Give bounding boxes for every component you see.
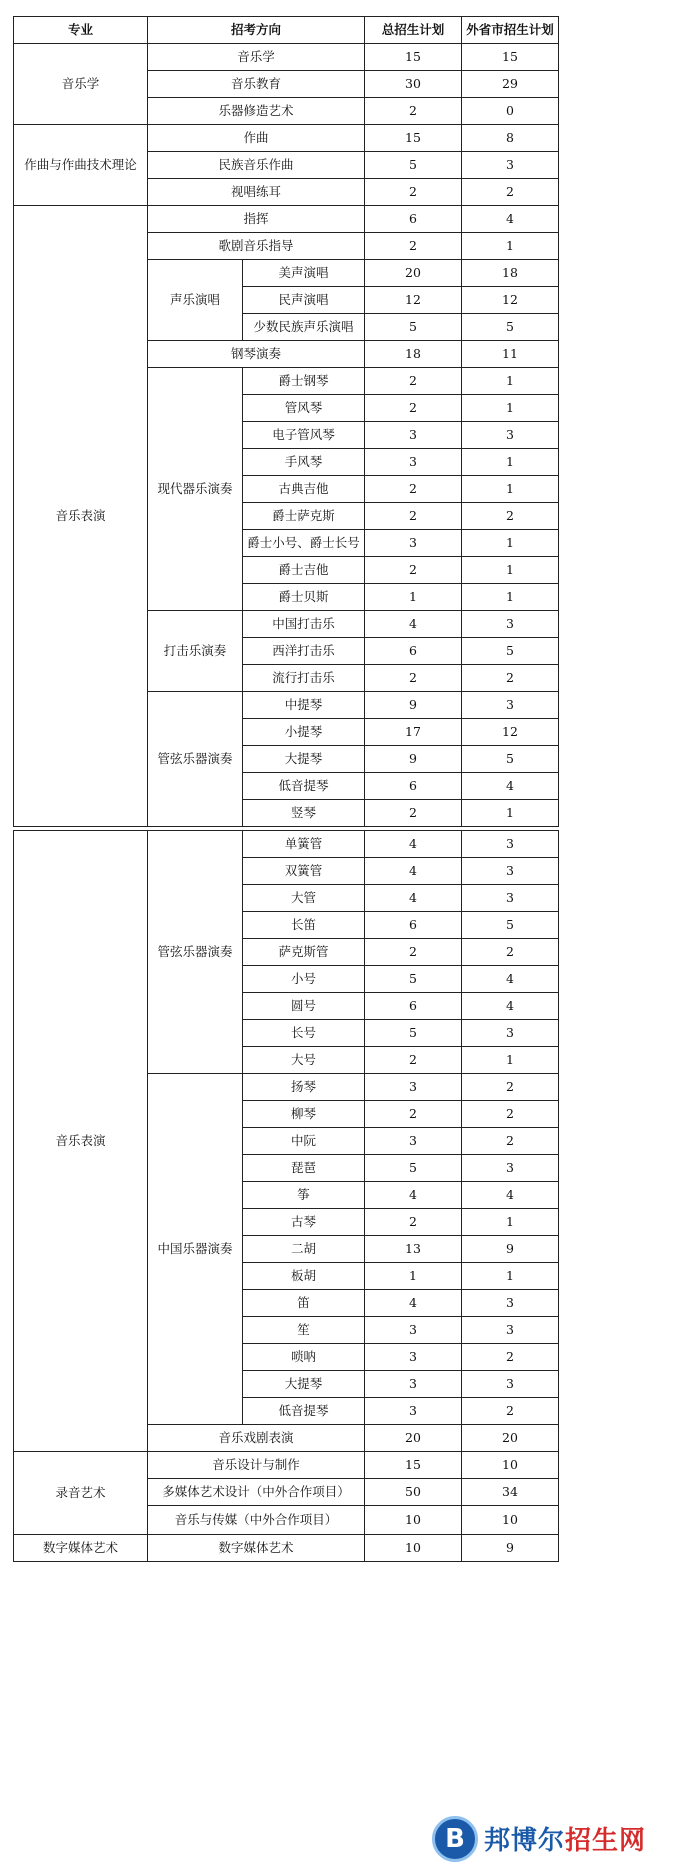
total-plan-cell: 10: [365, 1506, 462, 1535]
direction-group-cell: 中国乐器演奏: [148, 1074, 243, 1425]
out-of-province-plan-cell: 2: [462, 1101, 559, 1128]
major-cell: 音乐表演: [14, 831, 148, 1452]
table-row: [14, 44, 559, 71]
sub-direction-cell: 竖琴: [243, 800, 365, 827]
out-of-province-plan-cell: 15: [462, 44, 559, 71]
total-plan-cell: 6: [365, 638, 462, 665]
sub-direction-cell: 小号: [243, 966, 365, 993]
sub-direction-cell: 笛: [243, 1290, 365, 1317]
total-plan-cell: 15: [365, 44, 462, 71]
header-major: 专业: [14, 17, 148, 44]
total-plan-cell: 2: [365, 557, 462, 584]
total-plan-cell: 9: [365, 746, 462, 773]
out-of-province-plan-cell: 1: [462, 584, 559, 611]
sub-direction-cell: 大号: [243, 1047, 365, 1074]
out-of-province-plan-cell: 1: [462, 1209, 559, 1236]
sub-direction-cell: 古琴: [243, 1209, 365, 1236]
out-of-province-plan-cell: 1: [462, 233, 559, 260]
direction-cell: 民族音乐作曲: [148, 152, 365, 179]
sub-direction-cell: 柳琴: [243, 1101, 365, 1128]
out-of-province-plan-cell: 3: [462, 1290, 559, 1317]
watermark-text: [484, 1820, 646, 1857]
direction-group-cell: 管弦乐器演奏: [148, 831, 243, 1074]
out-of-province-plan-cell: 4: [462, 206, 559, 233]
total-plan-cell: 4: [365, 611, 462, 638]
sub-direction-cell: 中提琴: [243, 692, 365, 719]
out-of-province-plan-cell: 1: [462, 1047, 559, 1074]
out-of-province-plan-cell: 4: [462, 993, 559, 1020]
out-of-province-plan-cell: 2: [462, 1398, 559, 1425]
sub-direction-cell: 唢呐: [243, 1344, 365, 1371]
sub-direction-cell: 爵士小号、爵士长号: [243, 530, 365, 557]
out-of-province-plan-cell: 12: [462, 719, 559, 746]
direction-cell: 音乐教育: [148, 71, 365, 98]
total-plan-cell: 3: [365, 1344, 462, 1371]
out-of-province-plan-cell: 5: [462, 912, 559, 939]
sub-direction-cell: 中国打击乐: [243, 611, 365, 638]
direction-cell: 多媒体艺术设计（中外合作项目）: [148, 1479, 365, 1506]
sub-direction-cell: 美声演唱: [243, 260, 365, 287]
sub-direction-cell: 长笛: [243, 912, 365, 939]
sub-direction-cell: 手风琴: [243, 449, 365, 476]
sub-direction-cell: 民声演唱: [243, 287, 365, 314]
out-of-province-plan-cell: 3: [462, 885, 559, 912]
direction-group-cell: 现代器乐演奏: [148, 368, 243, 611]
total-plan-cell: 3: [365, 422, 462, 449]
direction-cell: 音乐学: [148, 44, 365, 71]
total-plan-cell: 5: [365, 314, 462, 341]
sub-direction-cell: 长号: [243, 1020, 365, 1047]
total-plan-cell: 15: [365, 1452, 462, 1479]
total-plan-cell: 2: [365, 1209, 462, 1236]
sub-direction-cell: 管风琴: [243, 395, 365, 422]
direction-group-cell: 声乐演唱: [148, 260, 243, 341]
out-of-province-plan-cell: 1: [462, 449, 559, 476]
sub-direction-cell: 萨克斯管: [243, 939, 365, 966]
major-cell: 音乐学: [14, 44, 148, 125]
sub-direction-cell: 低音提琴: [243, 773, 365, 800]
table-row: [14, 831, 559, 858]
total-plan-cell: 4: [365, 858, 462, 885]
out-of-province-plan-cell: 3: [462, 1020, 559, 1047]
out-of-province-plan-cell: 29: [462, 71, 559, 98]
sub-direction-cell: 筝: [243, 1182, 365, 1209]
out-of-province-plan-cell: 11: [462, 341, 559, 368]
out-of-province-plan-cell: 5: [462, 314, 559, 341]
sub-direction-cell: 爵士贝斯: [243, 584, 365, 611]
out-of-province-plan-cell: 18: [462, 260, 559, 287]
sub-direction-cell: 二胡: [243, 1236, 365, 1263]
major-cell: 录音艺术: [14, 1452, 148, 1535]
sub-direction-cell: 爵士吉他: [243, 557, 365, 584]
total-plan-cell: 17: [365, 719, 462, 746]
sub-direction-cell: 爵士萨克斯: [243, 503, 365, 530]
total-plan-cell: 4: [365, 1182, 462, 1209]
out-of-province-plan-cell: 3: [462, 1371, 559, 1398]
direction-cell: 视唱练耳: [148, 179, 365, 206]
total-plan-cell: 50: [365, 1479, 462, 1506]
admission-table-2: [13, 830, 559, 1562]
table-row: [14, 125, 559, 152]
out-of-province-plan-cell: 1: [462, 557, 559, 584]
sub-direction-cell: 爵士钢琴: [243, 368, 365, 395]
out-of-province-plan-cell: 1: [462, 395, 559, 422]
out-of-province-plan-cell: 2: [462, 939, 559, 966]
watermark-brand-red: 招生网: [565, 1826, 647, 1856]
header-direction: 招考方向: [148, 17, 365, 44]
total-plan-cell: 6: [365, 206, 462, 233]
out-of-province-plan-cell: 2: [462, 1344, 559, 1371]
sub-direction-cell: 板胡: [243, 1263, 365, 1290]
out-of-province-plan-cell: 2: [462, 1074, 559, 1101]
sub-direction-cell: 西洋打击乐: [243, 638, 365, 665]
direction-cell: 作曲: [148, 125, 365, 152]
out-of-province-plan-cell: 0: [462, 98, 559, 125]
total-plan-cell: 3: [365, 449, 462, 476]
table-row: [14, 206, 559, 233]
total-plan-cell: 6: [365, 773, 462, 800]
direction-group-cell: 打击乐演奏: [148, 611, 243, 692]
total-plan-cell: 3: [365, 530, 462, 557]
out-of-province-plan-cell: 3: [462, 1155, 559, 1182]
total-plan-cell: 3: [365, 1074, 462, 1101]
out-of-province-plan-cell: 3: [462, 611, 559, 638]
total-plan-cell: 2: [365, 179, 462, 206]
sub-direction-cell: 低音提琴: [243, 1398, 365, 1425]
admission-table-1: [13, 16, 559, 827]
out-of-province-plan-cell: 5: [462, 746, 559, 773]
total-plan-cell: 2: [365, 800, 462, 827]
out-of-province-plan-cell: 3: [462, 152, 559, 179]
out-of-province-plan-cell: 3: [462, 831, 559, 858]
sub-direction-cell: 小提琴: [243, 719, 365, 746]
direction-cell: 音乐与传媒（中外合作项目）: [148, 1506, 365, 1535]
total-plan-cell: 2: [365, 1101, 462, 1128]
sub-direction-cell: 扬琴: [243, 1074, 365, 1101]
major-cell: 音乐表演: [14, 206, 148, 827]
out-of-province-plan-cell: 9: [462, 1535, 559, 1562]
direction-cell: 歌剧音乐指导: [148, 233, 365, 260]
sub-direction-cell: 双簧管: [243, 858, 365, 885]
direction-cell: 音乐设计与制作: [148, 1452, 365, 1479]
total-plan-cell: 5: [365, 1155, 462, 1182]
total-plan-cell: 4: [365, 885, 462, 912]
sub-direction-cell: 笙: [243, 1317, 365, 1344]
out-of-province-plan-cell: 5: [462, 638, 559, 665]
direction-cell: 指挥: [148, 206, 365, 233]
total-plan-cell: 3: [365, 1398, 462, 1425]
total-plan-cell: 2: [365, 939, 462, 966]
out-of-province-plan-cell: 1: [462, 368, 559, 395]
total-plan-cell: 5: [365, 1020, 462, 1047]
direction-cell: 音乐戏剧表演: [148, 1425, 365, 1452]
major-cell: 作曲与作曲技术理论: [14, 125, 148, 206]
out-of-province-plan-cell: 4: [462, 773, 559, 800]
total-plan-cell: 5: [365, 152, 462, 179]
total-plan-cell: 4: [365, 1290, 462, 1317]
table-row: [14, 1535, 559, 1562]
sub-direction-cell: 中阮: [243, 1128, 365, 1155]
total-plan-cell: 12: [365, 287, 462, 314]
sub-direction-cell: 流行打击乐: [243, 665, 365, 692]
direction-group-cell: 管弦乐器演奏: [148, 692, 243, 827]
out-of-province-plan-cell: 1: [462, 476, 559, 503]
out-of-province-plan-cell: 2: [462, 665, 559, 692]
out-of-province-plan-cell: 2: [462, 1128, 559, 1155]
total-plan-cell: 2: [365, 1047, 462, 1074]
direction-cell: 钢琴演奏: [148, 341, 365, 368]
header-row: [14, 17, 559, 44]
out-of-province-plan-cell: 20: [462, 1425, 559, 1452]
sub-direction-cell: 琵琶: [243, 1155, 365, 1182]
out-of-province-plan-cell: 1: [462, 530, 559, 557]
out-of-province-plan-cell: 2: [462, 503, 559, 530]
out-of-province-plan-cell: 3: [462, 858, 559, 885]
total-plan-cell: 1: [365, 1263, 462, 1290]
total-plan-cell: 30: [365, 71, 462, 98]
watermark-logo: [432, 1806, 675, 1871]
sub-direction-cell: 大提琴: [243, 746, 365, 773]
total-plan-cell: 13: [365, 1236, 462, 1263]
out-of-province-plan-cell: 3: [462, 422, 559, 449]
out-of-province-plan-cell: 1: [462, 1263, 559, 1290]
total-plan-cell: 20: [365, 1425, 462, 1452]
sub-direction-cell: 大管: [243, 885, 365, 912]
header-out-of-province: 外省市招生计划: [462, 17, 559, 44]
brand-logo-icon: B: [432, 1816, 478, 1862]
total-plan-cell: 20: [365, 260, 462, 287]
sub-direction-cell: 圆号: [243, 993, 365, 1020]
total-plan-cell: 9: [365, 692, 462, 719]
total-plan-cell: 6: [365, 993, 462, 1020]
out-of-province-plan-cell: 2: [462, 179, 559, 206]
out-of-province-plan-cell: 34: [462, 1479, 559, 1506]
total-plan-cell: 18: [365, 341, 462, 368]
out-of-province-plan-cell: 3: [462, 692, 559, 719]
sub-direction-cell: 大提琴: [243, 1371, 365, 1398]
total-plan-cell: 2: [365, 98, 462, 125]
out-of-province-plan-cell: 1: [462, 800, 559, 827]
total-plan-cell: 5: [365, 966, 462, 993]
out-of-province-plan-cell: 3: [462, 1317, 559, 1344]
total-plan-cell: 2: [365, 665, 462, 692]
total-plan-cell: 4: [365, 831, 462, 858]
out-of-province-plan-cell: 10: [462, 1506, 559, 1535]
out-of-province-plan-cell: 8: [462, 125, 559, 152]
total-plan-cell: 2: [365, 503, 462, 530]
total-plan-cell: 1: [365, 584, 462, 611]
total-plan-cell: 3: [365, 1128, 462, 1155]
out-of-province-plan-cell: 9: [462, 1236, 559, 1263]
total-plan-cell: 2: [365, 233, 462, 260]
major-cell: 数字媒体艺术: [14, 1535, 148, 1562]
out-of-province-plan-cell: 4: [462, 1182, 559, 1209]
total-plan-cell: 3: [365, 1317, 462, 1344]
total-plan-cell: 6: [365, 912, 462, 939]
total-plan-cell: 10: [365, 1535, 462, 1562]
watermark-brand-blue: 邦博尔: [484, 1826, 566, 1856]
sub-direction-cell: 古典吉他: [243, 476, 365, 503]
total-plan-cell: 2: [365, 476, 462, 503]
sub-direction-cell: 电子管风琴: [243, 422, 365, 449]
total-plan-cell: 3: [365, 1371, 462, 1398]
out-of-province-plan-cell: 10: [462, 1452, 559, 1479]
table-row: [14, 1452, 559, 1479]
sub-direction-cell: 少数民族声乐演唱: [243, 314, 365, 341]
out-of-province-plan-cell: 12: [462, 287, 559, 314]
direction-cell: 数字媒体艺术: [148, 1535, 365, 1562]
sub-direction-cell: 单簧管: [243, 831, 365, 858]
total-plan-cell: 15: [365, 125, 462, 152]
total-plan-cell: 2: [365, 368, 462, 395]
direction-cell: 乐器修造艺术: [148, 98, 365, 125]
total-plan-cell: 2: [365, 395, 462, 422]
header-total: 总招生计划: [365, 17, 462, 44]
out-of-province-plan-cell: 4: [462, 966, 559, 993]
